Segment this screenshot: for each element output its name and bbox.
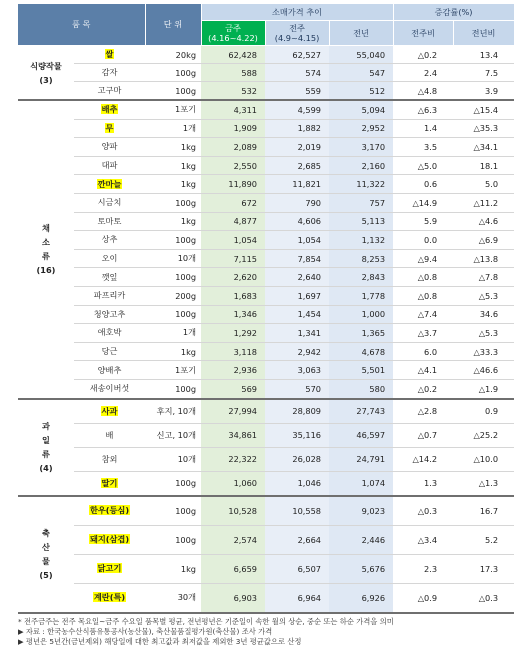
item-name-cell	[74, 286, 145, 305]
price-report	[18, 4, 514, 647]
last-year-price: 547	[329, 64, 393, 82]
vs-last-year-change: △10.0	[453, 447, 514, 471]
last-year-price: 2,952	[329, 119, 393, 138]
item-name-cell	[74, 64, 145, 82]
item-name-cell	[74, 361, 145, 380]
unit-cell: 1개	[145, 324, 201, 343]
last-week-price: 10,558	[265, 496, 329, 526]
item-name-cell	[74, 305, 145, 324]
last-year-price: 3,170	[329, 138, 393, 157]
item-name-cell	[74, 231, 145, 250]
header-vs-last-week: 전주비	[393, 21, 453, 46]
vs-last-year-change: △15.4	[453, 100, 514, 119]
item-name: 감자	[101, 67, 118, 77]
vs-last-week-change: △0.2	[393, 379, 453, 398]
item-name: 청양고추	[93, 308, 126, 319]
last-week-price: 2,942	[265, 342, 329, 361]
last-year-price: 580	[329, 379, 393, 398]
header-unit: 단 위	[145, 4, 201, 46]
last-week-price: 574	[265, 64, 329, 82]
unit-cell: 1kg	[145, 138, 201, 157]
last-week-price: 1,046	[265, 471, 329, 496]
last-week-price: 559	[265, 82, 329, 101]
unit-cell: 1kg	[145, 342, 201, 361]
header-last-week-dates: (4.9~4.15)	[274, 33, 320, 43]
unit-cell: 100g	[145, 193, 201, 212]
item-name: 상추	[101, 234, 118, 245]
header-this-week-label: 금주	[225, 23, 241, 33]
vs-last-week-change: 3.5	[393, 138, 453, 157]
item-name-cell	[74, 447, 145, 471]
last-year-price: 11,322	[329, 175, 393, 194]
table-row	[18, 342, 514, 361]
last-year-price: 6,926	[329, 583, 393, 613]
table-row	[18, 64, 514, 82]
vs-last-week-change: 0.6	[393, 175, 453, 194]
table-row	[18, 361, 514, 380]
item-name: 양배추	[97, 364, 122, 375]
last-year-price: 5,501	[329, 361, 393, 380]
item-name-cell	[74, 138, 145, 157]
vs-last-week-change: 1.3	[393, 471, 453, 496]
item-name-cell	[74, 175, 145, 194]
vs-last-week-change: △0.8	[393, 286, 453, 305]
last-year-price: 27,743	[329, 399, 393, 424]
vs-last-year-change: △1.9	[453, 379, 514, 398]
last-year-price: 1,074	[329, 471, 393, 496]
this-week-price: 2,620	[201, 268, 265, 287]
vs-last-week-change: 5.9	[393, 212, 453, 231]
item-name: 한우(등심)	[89, 505, 130, 515]
item-name-cell	[74, 471, 145, 496]
last-year-price: 2,843	[329, 268, 393, 287]
header-last-week-label: 전주	[289, 23, 305, 33]
vs-last-year-change: 17.3	[453, 554, 514, 583]
item-name-cell	[74, 193, 145, 212]
vs-last-year-change: △35.3	[453, 119, 514, 138]
vs-last-year-change: 7.5	[453, 64, 514, 82]
item-name-cell	[74, 46, 145, 64]
this-week-price: 1,909	[201, 119, 265, 138]
item-name: 계란(특)	[93, 592, 126, 602]
this-week-price: 1,054	[201, 231, 265, 250]
vs-last-year-change: △7.8	[453, 268, 514, 287]
this-week-price: 1,292	[201, 324, 265, 343]
item-name: 애호박	[97, 327, 122, 338]
table-row	[18, 82, 514, 101]
table-row	[18, 447, 514, 471]
category-cell: 축 산 물 (5)	[18, 496, 74, 613]
last-year-price: 1,000	[329, 305, 393, 324]
vs-last-year-change: 18.1	[453, 156, 514, 175]
table-row	[18, 193, 514, 212]
vs-last-year-change: △5.3	[453, 324, 514, 343]
item-name-cell	[74, 100, 145, 119]
item-name: 돼지(삼겹)	[89, 534, 130, 544]
vs-last-year-change: △25.2	[453, 423, 514, 447]
unit-cell: 100g	[145, 268, 201, 287]
table-row	[18, 305, 514, 324]
vs-last-week-change: 0.0	[393, 231, 453, 250]
item-name-cell	[74, 212, 145, 231]
this-week-price: 1,060	[201, 471, 265, 496]
this-week-price: 1,346	[201, 305, 265, 324]
this-week-price: 34,861	[201, 423, 265, 447]
unit-cell: 100g	[145, 305, 201, 324]
unit-cell: 후지, 10개	[145, 399, 201, 424]
category-cell: 식량작물 (3)	[18, 46, 74, 101]
footnote-source: ▶ 자료 : 한국농수산식품유통공사(농산물), 축산물품질평가원(축산물) 조사 가격	[18, 626, 273, 636]
last-year-price: 55,040	[329, 46, 393, 64]
item-name-cell	[74, 324, 145, 343]
this-week-price: 6,659	[201, 554, 265, 583]
item-name: 대파	[101, 160, 118, 171]
vs-last-year-change: 13.4	[453, 46, 514, 64]
unit-cell: 30개	[145, 583, 201, 613]
vs-last-week-change: △3.4	[393, 525, 453, 554]
this-week-price: 2,574	[201, 525, 265, 554]
header-row-1	[18, 4, 514, 21]
header-last-week	[265, 21, 329, 46]
header-change-rate: 증감률(%)	[393, 4, 514, 21]
table-row	[18, 119, 514, 138]
last-week-price: 4,599	[265, 100, 329, 119]
vs-last-week-change: △14.9	[393, 193, 453, 212]
price-table	[18, 4, 515, 614]
last-week-price: 28,809	[265, 399, 329, 424]
category-cell: 채 소 류 (16)	[18, 100, 74, 399]
vs-last-year-change: △1.3	[453, 471, 514, 496]
vs-last-week-change: △4.8	[393, 82, 453, 101]
table-row	[18, 46, 514, 64]
vs-last-week-change: △0.3	[393, 496, 453, 526]
vs-last-week-change: 2.4	[393, 64, 453, 82]
vs-last-week-change: 1.4	[393, 119, 453, 138]
table-row	[18, 496, 514, 526]
vs-last-week-change: △4.1	[393, 361, 453, 380]
unit-cell: 신고, 10개	[145, 423, 201, 447]
last-week-price: 62,527	[265, 46, 329, 64]
this-week-price: 4,311	[201, 100, 265, 119]
last-week-price: 26,028	[265, 447, 329, 471]
item-name: 깻잎	[101, 271, 118, 282]
item-name: 파프리카	[93, 290, 126, 301]
this-week-price: 10,528	[201, 496, 265, 526]
vs-last-week-change: 6.0	[393, 342, 453, 361]
unit-cell: 10개	[145, 249, 201, 268]
item-name-cell	[74, 119, 145, 138]
last-week-price: 2,664	[265, 525, 329, 554]
last-year-price: 5,676	[329, 554, 393, 583]
item-name: 사과	[101, 405, 118, 416]
item-name-cell	[74, 156, 145, 175]
footnotes	[18, 617, 514, 647]
vs-last-year-change: △5.3	[453, 286, 514, 305]
last-year-price: 1,778	[329, 286, 393, 305]
last-week-price: 7,854	[265, 249, 329, 268]
item-name-cell	[74, 423, 145, 447]
this-week-price: 1,683	[201, 286, 265, 305]
header-last-year: 전년	[329, 21, 393, 46]
last-week-price: 11,821	[265, 175, 329, 194]
header-this-week-dates: (4.16~4.22)	[208, 33, 258, 43]
last-week-price: 1,054	[265, 231, 329, 250]
item-name-cell	[74, 342, 145, 361]
last-year-price: 4,678	[329, 342, 393, 361]
last-year-price: 46,597	[329, 423, 393, 447]
last-week-price: 1,697	[265, 286, 329, 305]
unit-cell: 100g	[145, 471, 201, 496]
this-week-price: 2,936	[201, 361, 265, 380]
footnote-definition: * 전주금주는 전주 목요일~금주 수요일 품목별 평균, 전년평년은 기준일이 속한 월의 상순, 중순 또는 하순 가격을 의미	[18, 616, 394, 626]
unit-cell: 20kg	[145, 46, 201, 64]
table-row	[18, 138, 514, 157]
last-week-price: 1,882	[265, 119, 329, 138]
table-row	[18, 231, 514, 250]
item-name: 딸기	[101, 477, 118, 488]
last-year-price: 2,446	[329, 525, 393, 554]
item-name: 참외	[101, 453, 118, 464]
table-row	[18, 286, 514, 305]
unit-cell: 100g	[145, 379, 201, 398]
unit-cell: 1포기	[145, 100, 201, 119]
vs-last-week-change: △0.7	[393, 423, 453, 447]
this-week-price: 4,877	[201, 212, 265, 231]
this-week-price: 27,994	[201, 399, 265, 424]
last-year-price: 1,365	[329, 324, 393, 343]
table-row	[18, 175, 514, 194]
table-row	[18, 554, 514, 583]
unit-cell: 100g	[145, 82, 201, 101]
last-week-price: 570	[265, 379, 329, 398]
unit-cell: 1kg	[145, 156, 201, 175]
header-item: 품 목	[18, 4, 145, 46]
this-week-price: 672	[201, 193, 265, 212]
last-year-price: 24,791	[329, 447, 393, 471]
table-row	[18, 324, 514, 343]
last-week-price: 1,341	[265, 324, 329, 343]
vs-last-week-change: △14.2	[393, 447, 453, 471]
unit-cell: 1개	[145, 119, 201, 138]
vs-last-year-change: 5.2	[453, 525, 514, 554]
item-name: 오이	[101, 253, 118, 264]
vs-last-week-change: △3.7	[393, 324, 453, 343]
unit-cell: 100g	[145, 231, 201, 250]
vs-last-week-change: △5.0	[393, 156, 453, 175]
item-name: 배	[105, 429, 114, 440]
last-year-price: 512	[329, 82, 393, 101]
item-name: 깐마늘	[97, 178, 122, 189]
last-week-price: 2,685	[265, 156, 329, 175]
item-name: 무	[105, 122, 114, 133]
item-name-cell	[74, 82, 145, 101]
vs-last-week-change: △0.9	[393, 583, 453, 613]
vs-last-week-change: △9.4	[393, 249, 453, 268]
vs-last-week-change: △2.8	[393, 399, 453, 424]
vs-last-year-change: △11.2	[453, 193, 514, 212]
unit-cell: 1포기	[145, 361, 201, 380]
table-row	[18, 100, 514, 119]
this-week-price: 2,550	[201, 156, 265, 175]
last-year-price: 5,094	[329, 100, 393, 119]
item-name: 새송이버섯	[89, 383, 130, 394]
this-week-price: 7,115	[201, 249, 265, 268]
last-week-price: 35,116	[265, 423, 329, 447]
last-year-price: 5,113	[329, 212, 393, 231]
table-row	[18, 399, 514, 424]
vs-last-week-change: △7.4	[393, 305, 453, 324]
table-row	[18, 249, 514, 268]
item-name: 고구마	[97, 85, 122, 95]
item-name: 토마토	[97, 215, 122, 226]
unit-cell: 1kg	[145, 212, 201, 231]
vs-last-year-change: △33.3	[453, 342, 514, 361]
table-row	[18, 156, 514, 175]
this-week-price: 569	[201, 379, 265, 398]
this-week-price: 62,428	[201, 46, 265, 64]
table-row	[18, 379, 514, 398]
unit-cell: 1kg	[145, 554, 201, 583]
footnote-average: ▶ 평년은 5년간(금년제외) 해당일에 대한 최고값과 최저값을 제외한 3년 평균값으로 산정	[18, 636, 302, 646]
vs-last-week-change: △0.2	[393, 46, 453, 64]
item-name-cell	[74, 525, 145, 554]
unit-cell: 200g	[145, 286, 201, 305]
vs-last-year-change: △13.8	[453, 249, 514, 268]
table-row	[18, 525, 514, 554]
last-week-price: 3,063	[265, 361, 329, 380]
last-week-price: 1,454	[265, 305, 329, 324]
this-week-price: 22,322	[201, 447, 265, 471]
last-year-price: 757	[329, 193, 393, 212]
last-year-price: 9,023	[329, 496, 393, 526]
vs-last-year-change: 3.9	[453, 82, 514, 101]
table-row	[18, 268, 514, 287]
header-price-trend: 소매가격 추이	[201, 4, 393, 21]
vs-last-year-change: △0.3	[453, 583, 514, 613]
vs-last-week-change: 2.3	[393, 554, 453, 583]
last-week-price: 4,606	[265, 212, 329, 231]
this-week-price: 11,890	[201, 175, 265, 194]
item-name: 당근	[101, 346, 118, 357]
item-name-cell	[74, 249, 145, 268]
header-this-week	[201, 21, 265, 46]
vs-last-year-change: 5.0	[453, 175, 514, 194]
last-week-price: 2,019	[265, 138, 329, 157]
last-week-price: 2,640	[265, 268, 329, 287]
vs-last-year-change: 0.9	[453, 399, 514, 424]
item-name-cell	[74, 496, 145, 526]
item-name-cell	[74, 583, 145, 613]
last-week-price: 790	[265, 193, 329, 212]
vs-last-year-change: 34.6	[453, 305, 514, 324]
last-week-price: 6,507	[265, 554, 329, 583]
item-name: 닭고기	[97, 563, 122, 573]
last-year-price: 8,253	[329, 249, 393, 268]
vs-last-year-change: 16.7	[453, 496, 514, 526]
vs-last-year-change: △4.6	[453, 212, 514, 231]
price-table-body	[18, 4, 514, 613]
item-name-cell	[74, 268, 145, 287]
item-name-cell	[74, 379, 145, 398]
item-name-cell	[74, 399, 145, 424]
vs-last-week-change: △0.8	[393, 268, 453, 287]
unit-cell: 1kg	[145, 175, 201, 194]
table-row	[18, 583, 514, 613]
this-week-price: 3,118	[201, 342, 265, 361]
this-week-price: 588	[201, 64, 265, 82]
this-week-price: 532	[201, 82, 265, 101]
item-name: 양파	[101, 141, 118, 152]
item-name: 배추	[101, 104, 118, 115]
item-name-cell	[74, 554, 145, 583]
vs-last-week-change: △6.3	[393, 100, 453, 119]
item-name: 쌀	[105, 49, 114, 59]
this-week-price: 6,903	[201, 583, 265, 613]
unit-cell: 100g	[145, 525, 201, 554]
table-row	[18, 423, 514, 447]
table-row	[18, 212, 514, 231]
category-cell: 과 일 류 (4)	[18, 399, 74, 496]
vs-last-year-change: △34.1	[453, 138, 514, 157]
last-year-price: 1,132	[329, 231, 393, 250]
this-week-price: 2,089	[201, 138, 265, 157]
unit-cell: 100g	[145, 496, 201, 526]
unit-cell: 10개	[145, 447, 201, 471]
header-vs-last-year: 전년비	[453, 21, 514, 46]
vs-last-year-change: △6.9	[453, 231, 514, 250]
last-year-price: 2,160	[329, 156, 393, 175]
vs-last-year-change: △46.6	[453, 361, 514, 380]
last-week-price: 6,964	[265, 583, 329, 613]
item-name: 시금치	[97, 197, 122, 208]
table-row	[18, 471, 514, 496]
unit-cell: 100g	[145, 64, 201, 82]
